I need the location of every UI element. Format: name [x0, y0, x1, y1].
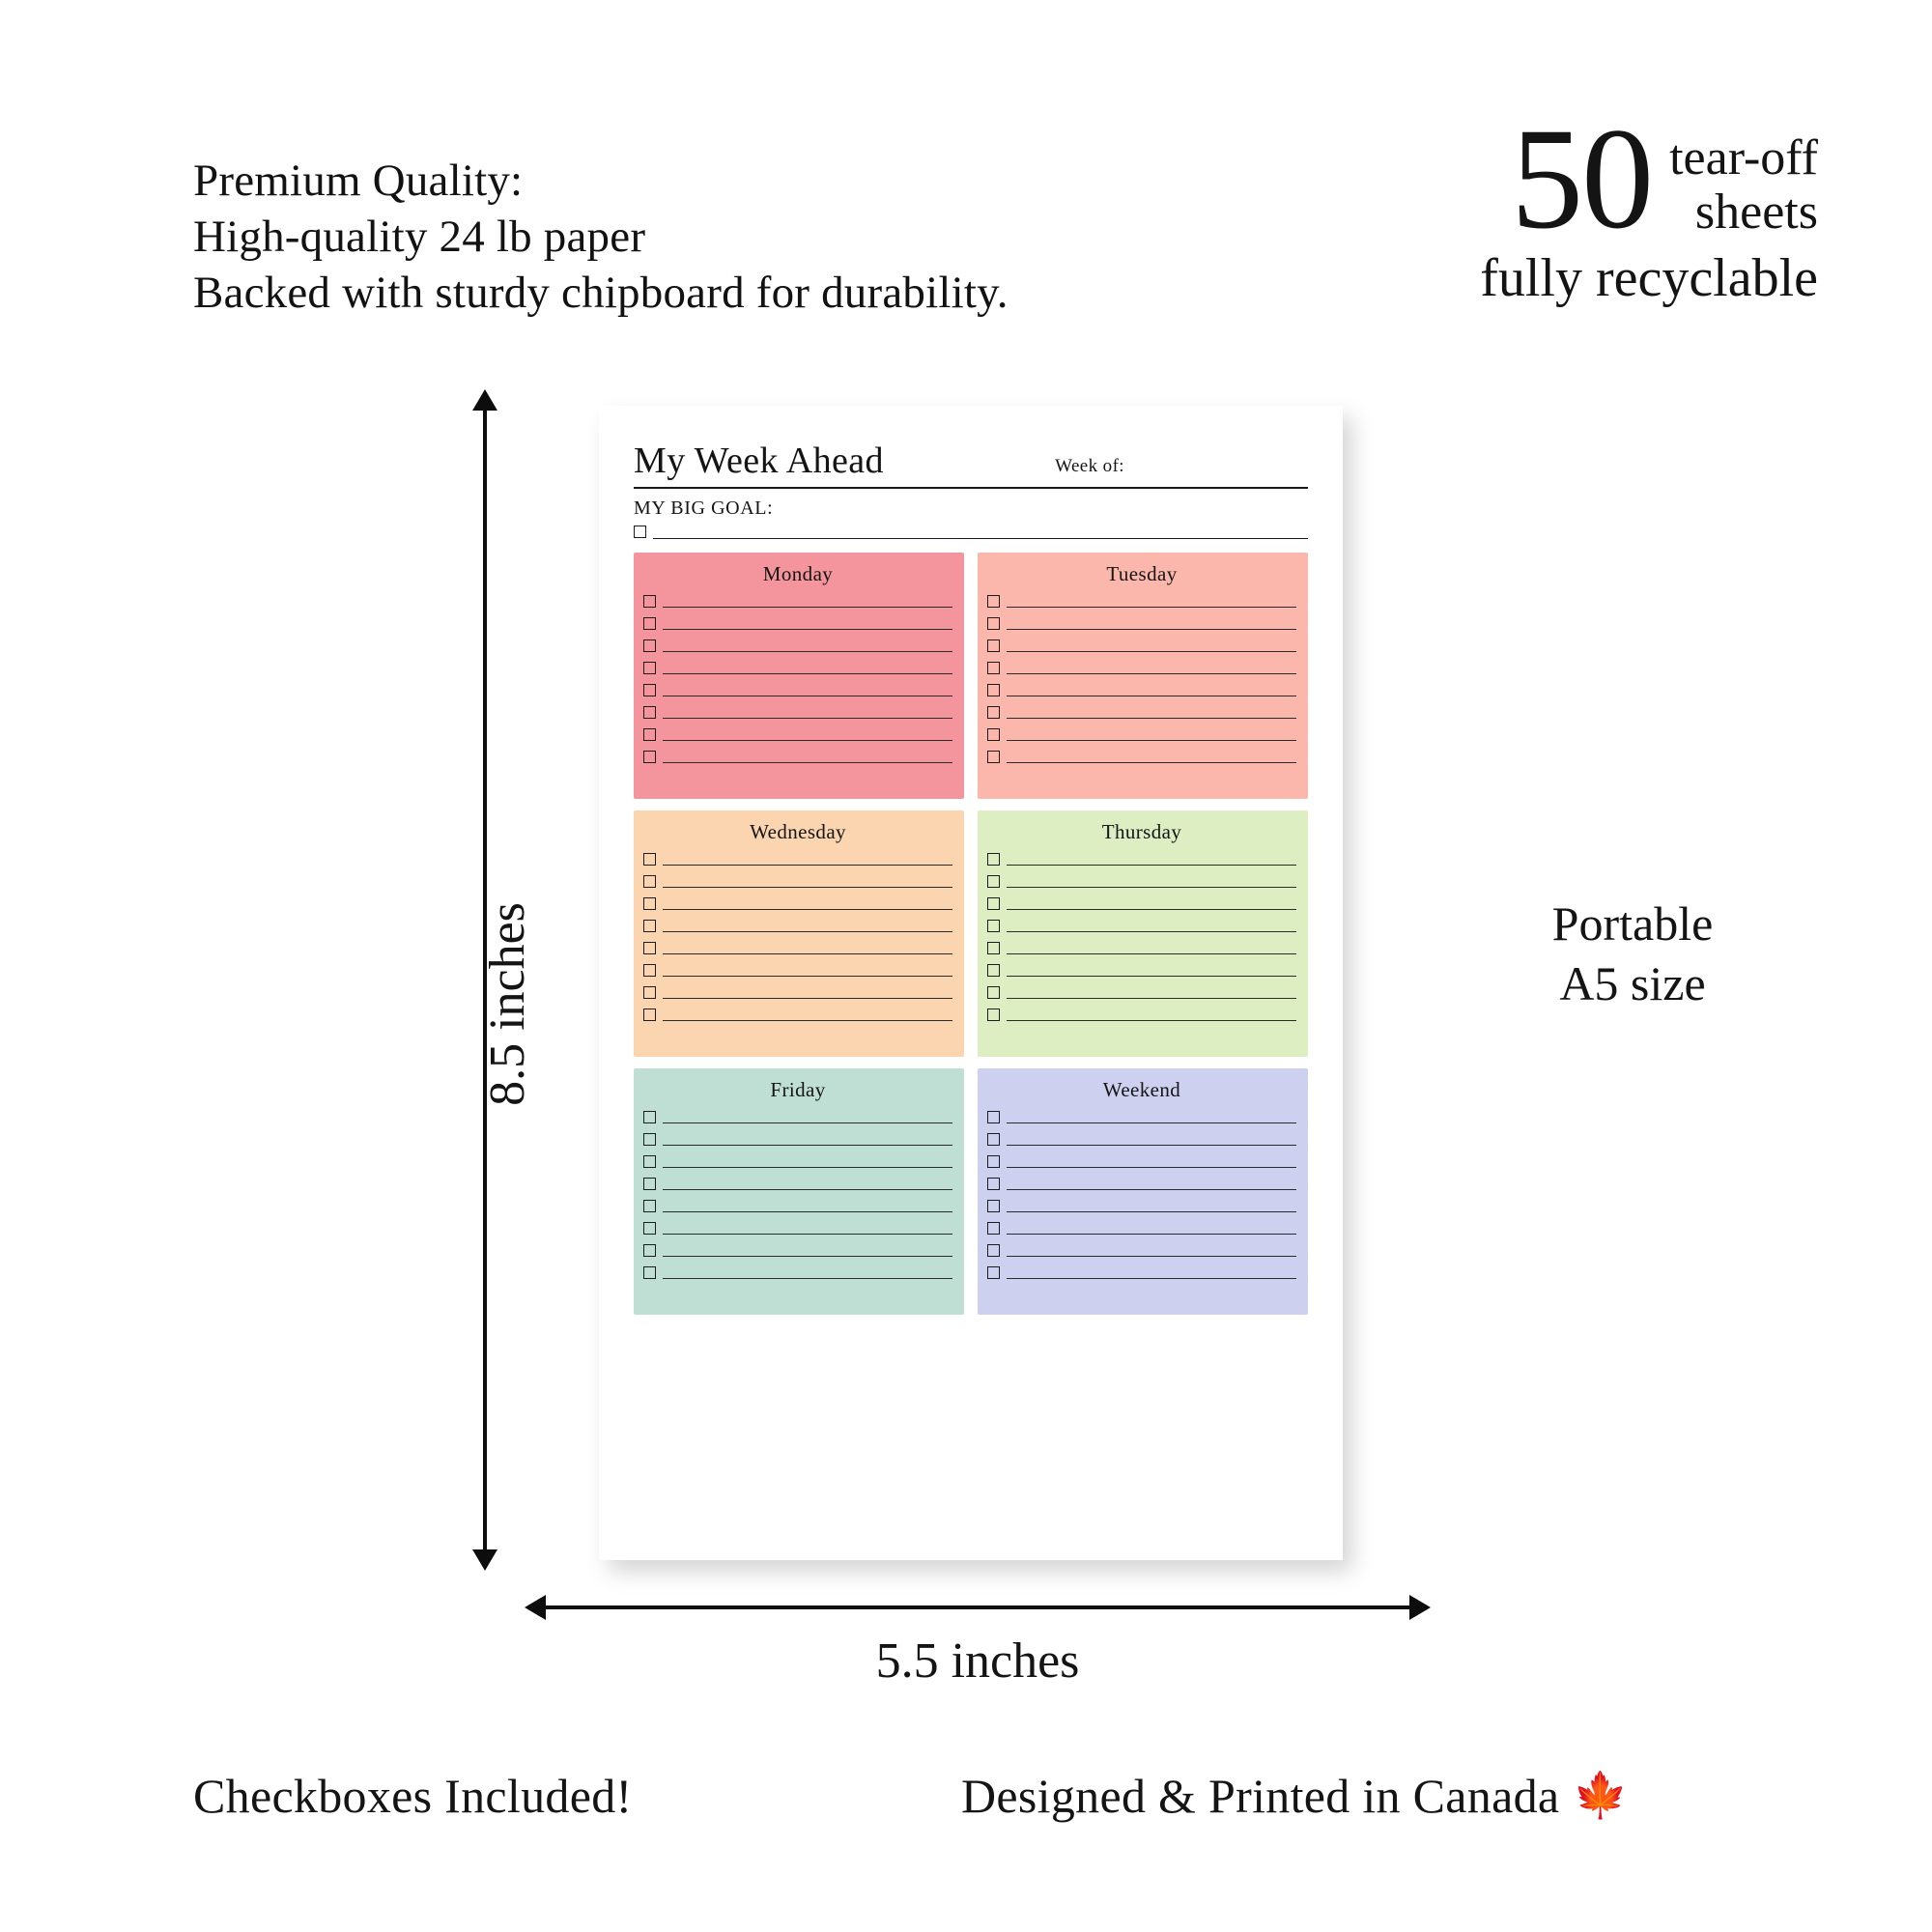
big-goal-row	[634, 525, 1308, 539]
day-card-friday	[634, 1068, 964, 1315]
task-write-line[interactable]	[663, 874, 952, 888]
premium-line-2: High-quality 24 lb paper	[193, 212, 646, 262]
task-write-line[interactable]	[1007, 1132, 1296, 1146]
task-write-line[interactable]	[1007, 705, 1296, 719]
checkbox-icon[interactable]	[987, 1200, 1000, 1212]
checkbox-icon[interactable]	[643, 1222, 656, 1235]
task-row	[643, 985, 952, 999]
task-row	[643, 1154, 952, 1168]
checkbox-icon[interactable]	[987, 942, 1000, 954]
task-row	[987, 1177, 1296, 1190]
task-row	[643, 705, 952, 719]
task-row	[643, 941, 952, 954]
sheets-count-words	[1669, 116, 1818, 240]
checkbox-icon[interactable]	[643, 1155, 656, 1168]
task-write-line[interactable]	[1007, 896, 1296, 910]
checkbox-icon[interactable]	[643, 639, 656, 652]
checkbox-icon[interactable]	[987, 706, 1000, 719]
planner-header	[634, 440, 1308, 489]
checkbox-icon[interactable]	[987, 1222, 1000, 1235]
checkbox-icon[interactable]	[987, 853, 1000, 866]
checkbox-icon[interactable]	[643, 1266, 656, 1279]
task-row	[987, 616, 1296, 630]
checkbox-icon[interactable]	[643, 662, 656, 674]
checkbox-icon[interactable]	[643, 1009, 656, 1021]
task-write-line[interactable]	[1007, 1199, 1296, 1212]
checkbox-icon[interactable]	[987, 728, 1000, 741]
day-card-wednesday	[634, 810, 964, 1057]
task-row	[643, 896, 952, 910]
task-row	[643, 1221, 952, 1235]
task-write-line[interactable]	[663, 661, 952, 674]
premium-quality-block	[193, 153, 1285, 321]
task-row	[987, 852, 1296, 866]
day-cards-grid	[634, 553, 1308, 1315]
task-write-line[interactable]	[1007, 1154, 1296, 1168]
week-of-label: Week of:	[1055, 456, 1124, 476]
checkbox-icon[interactable]	[643, 853, 656, 866]
sheets-count-number: 50	[1511, 99, 1653, 259]
day-card-thursday	[978, 810, 1308, 1057]
premium-line-1: Premium Quality:	[193, 156, 524, 206]
task-write-line[interactable]	[663, 919, 952, 932]
checkbox-icon[interactable]	[987, 1133, 1000, 1146]
task-write-line[interactable]	[1007, 919, 1296, 932]
task-row	[987, 683, 1296, 696]
task-write-line[interactable]	[1007, 683, 1296, 696]
task-write-line[interactable]	[663, 750, 952, 763]
task-write-line[interactable]	[663, 1154, 952, 1168]
checkbox-icon[interactable]	[987, 1266, 1000, 1279]
checkbox-icon[interactable]	[987, 986, 1000, 999]
checkbox-icon[interactable]	[987, 1244, 1000, 1257]
task-row	[987, 896, 1296, 910]
planner-title: My Week Ahead	[634, 440, 884, 481]
task-write-line[interactable]	[1007, 874, 1296, 888]
task-write-line[interactable]	[1007, 1243, 1296, 1257]
premium-line-3: Backed with sturdy chipboard for durability.	[193, 268, 1009, 318]
task-write-line[interactable]	[1007, 1110, 1296, 1123]
task-row	[987, 1243, 1296, 1257]
checkbox-icon[interactable]	[643, 751, 656, 763]
checkbox-icon[interactable]	[643, 1111, 656, 1123]
task-row	[987, 919, 1296, 932]
task-write-line[interactable]	[1007, 963, 1296, 977]
task-row	[987, 1132, 1296, 1146]
task-row	[987, 1008, 1296, 1021]
task-write-line[interactable]	[1007, 750, 1296, 763]
task-write-line[interactable]	[663, 941, 952, 954]
task-row	[987, 705, 1296, 719]
task-row	[987, 1154, 1296, 1168]
task-row	[987, 639, 1296, 652]
checkbox-icon[interactable]	[987, 751, 1000, 763]
task-write-line[interactable]	[663, 1132, 952, 1146]
checkbox-icon[interactable]	[643, 1200, 656, 1212]
checkbox-icon[interactable]	[643, 728, 656, 741]
task-write-line[interactable]	[1007, 941, 1296, 954]
day-title: Thursday	[1101, 820, 1182, 843]
checkbox-icon[interactable]	[643, 897, 656, 910]
checkbox-icon[interactable]	[643, 875, 656, 888]
task-row	[643, 1177, 952, 1190]
task-row	[987, 1221, 1296, 1235]
checkbox-icon[interactable]	[643, 1178, 656, 1190]
checkbox-icon[interactable]	[987, 662, 1000, 674]
task-row	[987, 874, 1296, 888]
checkbox-icon[interactable]	[643, 1133, 656, 1146]
day-title: Weekend	[1102, 1078, 1181, 1101]
task-write-line[interactable]	[1007, 661, 1296, 674]
checkbox-icon[interactable]	[987, 897, 1000, 910]
task-row	[643, 919, 952, 932]
checkbox-icon[interactable]	[987, 684, 1000, 696]
big-goal-write-line[interactable]	[653, 525, 1308, 539]
fully-recyclable-label: fully recyclable	[1480, 248, 1818, 308]
task-row	[643, 594, 952, 608]
task-write-line[interactable]	[663, 985, 952, 999]
task-row	[987, 1265, 1296, 1279]
width-dimension-label: 5.5 inches	[875, 1634, 1080, 1689]
task-row	[643, 852, 952, 866]
task-row	[643, 963, 952, 977]
task-write-line[interactable]	[663, 683, 952, 696]
checkbox-icon[interactable]	[643, 706, 656, 719]
checkbox-icon[interactable]	[634, 526, 646, 538]
task-row	[987, 941, 1296, 954]
task-row	[643, 1132, 952, 1146]
task-row	[987, 963, 1296, 977]
task-write-line[interactable]	[1007, 727, 1296, 741]
task-write-line[interactable]	[663, 1008, 952, 1021]
task-write-line[interactable]	[1007, 1221, 1296, 1235]
task-write-line[interactable]	[663, 1199, 952, 1212]
task-row	[643, 1265, 952, 1279]
designed-printed-caption	[961, 1768, 1629, 1824]
task-row	[987, 750, 1296, 763]
task-row	[987, 1110, 1296, 1123]
task-write-line[interactable]	[663, 1110, 952, 1123]
big-goal-label: MY BIG GOAL:	[634, 497, 774, 519]
day-card-monday	[634, 553, 964, 799]
task-row	[987, 1199, 1296, 1212]
planner-sheet-content	[634, 440, 1308, 1525]
task-write-line[interactable]	[1007, 985, 1296, 999]
task-row	[643, 727, 952, 741]
checkbox-icon[interactable]	[643, 942, 656, 954]
checkbox-icon[interactable]	[987, 1111, 1000, 1123]
checkbox-icon[interactable]	[987, 1009, 1000, 1021]
task-write-line[interactable]	[663, 616, 952, 630]
task-write-line[interactable]	[663, 705, 952, 719]
task-row	[643, 1110, 952, 1123]
task-row	[987, 727, 1296, 741]
checkbox-icon[interactable]	[643, 920, 656, 932]
portable-line-1: Portable	[1551, 896, 1714, 951]
task-write-line[interactable]	[1007, 852, 1296, 866]
checkbox-icon[interactable]	[643, 684, 656, 696]
task-row	[643, 683, 952, 696]
task-row	[643, 1199, 952, 1212]
checkbox-icon[interactable]	[987, 639, 1000, 652]
task-write-line[interactable]	[663, 963, 952, 977]
task-write-line[interactable]	[1007, 594, 1296, 608]
task-row	[643, 1243, 952, 1257]
checkbox-icon[interactable]	[643, 964, 656, 977]
task-write-line[interactable]	[663, 1243, 952, 1257]
checkbox-icon[interactable]	[987, 875, 1000, 888]
task-row	[643, 616, 952, 630]
task-row	[643, 750, 952, 763]
day-title: Monday	[762, 562, 834, 585]
task-write-line[interactable]	[1007, 616, 1296, 630]
checkbox-icon[interactable]	[643, 617, 656, 630]
checkbox-icon[interactable]	[987, 595, 1000, 608]
task-write-line[interactable]	[663, 1221, 952, 1235]
planner-sheet	[599, 406, 1343, 1560]
task-write-line[interactable]	[663, 1177, 952, 1190]
checkbox-icon[interactable]	[987, 617, 1000, 630]
task-write-line[interactable]	[1007, 639, 1296, 652]
checkbox-icon[interactable]	[643, 1244, 656, 1257]
checkbox-icon[interactable]	[987, 1178, 1000, 1190]
task-write-line[interactable]	[1007, 1265, 1296, 1279]
checkbox-icon[interactable]	[987, 1155, 1000, 1168]
task-write-line[interactable]	[1007, 1177, 1296, 1190]
checkbox-icon[interactable]	[987, 964, 1000, 977]
checkbox-icon[interactable]	[643, 595, 656, 608]
height-dimension-label: 8.5 inches	[479, 902, 535, 1106]
task-write-line[interactable]	[663, 594, 952, 608]
task-write-line[interactable]	[663, 727, 952, 741]
task-write-line[interactable]	[663, 639, 952, 652]
task-write-line[interactable]	[663, 896, 952, 910]
task-write-line[interactable]	[1007, 1008, 1296, 1021]
maple-leaf-icon: 🍁	[1573, 1771, 1629, 1820]
task-row	[643, 1008, 952, 1021]
task-row	[987, 661, 1296, 674]
task-write-line[interactable]	[663, 852, 952, 866]
task-row	[643, 874, 952, 888]
day-card-tuesday	[978, 553, 1308, 799]
width-dimension-arrow	[543, 1605, 1412, 1609]
task-row	[643, 639, 952, 652]
day-title: Tuesday	[1106, 562, 1178, 585]
checkbox-icon[interactable]	[643, 986, 656, 999]
task-row	[987, 594, 1296, 608]
portable-size-note	[1488, 894, 1777, 1013]
sheets-count-row	[1180, 99, 1818, 259]
designed-printed-text: Designed & Printed in Canada	[961, 1769, 1560, 1823]
checkbox-icon[interactable]	[987, 920, 1000, 932]
sheets-count-block	[1180, 99, 1818, 309]
task-row	[987, 985, 1296, 999]
task-write-line[interactable]	[663, 1265, 952, 1279]
portable-line-2: A5 size	[1559, 956, 1706, 1010]
day-title: Friday	[770, 1078, 826, 1101]
checkboxes-included-caption: Checkboxes Included!	[193, 1769, 633, 1823]
day-card-weekend	[978, 1068, 1308, 1315]
task-row	[643, 661, 952, 674]
day-title: Wednesday	[750, 820, 846, 843]
sheets-word-sheets: sheets	[1694, 185, 1818, 240]
sheets-word-tear-off: tear-off	[1669, 130, 1818, 185]
